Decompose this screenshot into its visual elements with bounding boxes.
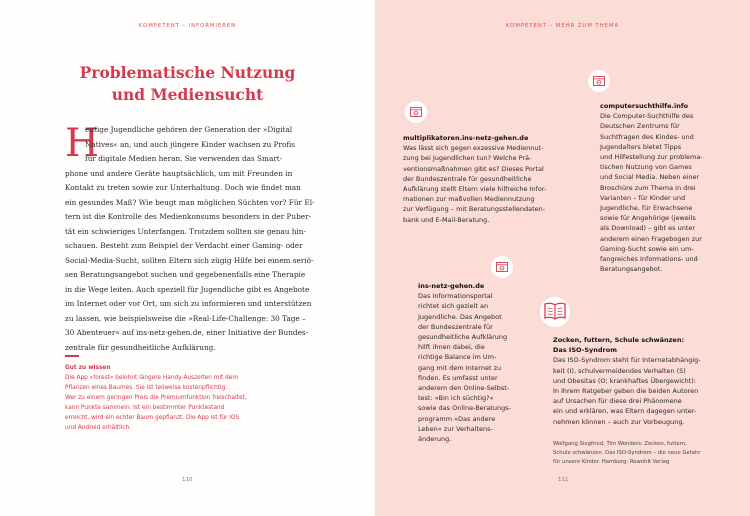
tip-line: kann Punkte sammeln. Ist ein bestimmter Punktestand [65,405,225,411]
entry-line: Die Computer-Suchthilfe des [600,112,694,121]
entry-line: tischen Nutzung von Games [600,163,692,172]
body-line: schauen. Besteht zum Beispiel der Verdacht einer Gaming- oder [65,241,303,250]
entry-line: der Bundeszentrale für [418,322,493,331]
book-title: Zocken, futtern, Schule schwänzen: [553,336,685,344]
browser-icon [405,101,427,123]
entry-line: zur Verfügung – mit Beratungsstellendaten- [403,205,546,214]
entry-line: und Obesitas (O; krankhaftes Übergewicht): [553,376,696,385]
body-line: 30 Abenteuer« auf ins-netz-gehen.de, einer Initiative der Bundes- [65,328,309,337]
accent-rule [65,355,79,357]
entry-line: sowie für Angehörige (jeweils [600,214,696,223]
body-line: zentrale für gesundheitliche Aufklärung. [65,342,216,352]
entry-line: test: »Bin ich süchtig?« [418,394,494,403]
entry-line: anderem den Online-Selbst- [418,384,510,393]
body-line: Social-Media-Sucht, sollten Eltern sich zügig Hilfe bei einem seriö- [65,255,314,265]
entry-line: und Social Media. Neben einer [600,173,700,182]
entry-line: finden. Es umfasst unter [418,373,498,382]
body-line: im Internet oder vor Ort, um sich zu informieren und unterstützen [65,299,312,308]
entry-line: sowie das Online-Beratungs- [418,404,511,413]
reference-line: Schule schwänzen. Das ISO-Syndrom – die neue Gefahr [553,449,701,456]
entry-line: Aufklärung stellt Eltern viele hilfreiche Infor- [403,185,547,194]
page-number-left: 110 [182,477,193,483]
tip-box [65,363,305,433]
entry-line: Was lässt sich gegen exzessive Mediennut- [403,144,544,153]
entry-line: der Bundeszentrale für gesundheitliche [403,174,532,183]
entry-line: keit (I), schulvermeidendes Verhalten (S) [553,366,686,375]
entry-line: Jugendliche. Das Angebot [418,312,502,321]
entry-line: programm »Das andere [418,414,496,423]
tip-line: erreicht, wird ein echter Baum gepflanzt. Die App ist für iOS [65,415,240,421]
body-line: tern ist die Kontrolle des Medienkonsums besonders in der Puber- [65,212,312,221]
entry-line: Beratungsangebot. [600,265,663,274]
entry-line: Jugendalters bietet Tipps [600,142,682,151]
drop-cap: H [65,121,100,166]
body-line: eutige Jugendliche gehören der Generation der »Digital [85,125,293,134]
tip-line: Die App »forest« belohnt längere Handy-Auszeiten mit dem [65,375,238,381]
entry-line: änderung. [418,435,452,444]
entry-line: In ihrem Ratgeber geben die beiden Autoren [553,387,699,396]
entry-computersuchthilfe [600,101,703,274]
entry-line: Jugendliche, für Erwachsene [600,204,693,213]
title-line-2: und Mediensucht [111,85,264,104]
browser-icon [588,70,610,92]
entry-heading: computersuchthilfe.info [600,102,689,110]
reference-line: Wolfgang Siegfried, Tim Wonders: Zocken, futtern, [553,441,687,447]
running-head-left: KOMPETENT – INFORMIEREN [138,23,237,29]
entry-ins-netz-gehen [418,281,511,444]
book-subtitle: Das ISO-Syndrom [553,346,618,355]
entry-line: mationen zur maßvollen Mediennutzung [403,195,535,204]
entry-heading: ins-netz-gehen.de [418,282,485,290]
body-line: phone und andere Geräte hauptsächlich, um mit Freunden in [65,168,293,178]
chapter-title [60,62,315,106]
entry-book [553,335,701,427]
book-reference [553,440,700,466]
body-line: tät ein schwieriges Unterfangen. Trotzdem sollten sie genau hin- [65,226,306,236]
body-line: zu lassen, wie beispielsweise die »Real-Life-Challenge: 30 Tage – [65,313,306,323]
entry-line: Leben« zur Verhaltens- [418,424,493,433]
entry-line: auf Ursachen für diese drei Phänomene [553,397,682,406]
entry-line: und Hilfestellung zur problema- [600,153,703,162]
title-line-1: Problematische Nutzung [79,63,296,82]
entry-line: hilft ihnen dabei, die [418,343,485,352]
entry-line: anderem einen Fragebogen zur [600,234,702,243]
tip-title: Gut zu wissen [65,365,111,371]
body-line: Kontakt zu treten sowie zur Unterhaltung. Doch wie findet man [65,183,301,192]
entry-line: bank und E-Mail-Beratung. [403,215,490,224]
body-line: in die Wege leiten. Auch speziell für Jugendliche gibt es Angebote [65,284,310,294]
entry-line: Das Informationsportal [418,292,493,301]
body-line: Natives« an, und auch jüngere Kinder wachsen zu Profis [85,139,295,149]
entry-line: Varianten – für Kinder und [600,193,686,202]
entry-line: fangreiches Informations- und [600,255,698,264]
entry-line: richtige Balance im Um- [418,353,497,362]
entry-line: ventionsmaßnahmen gibt es? Dieses Portal [403,164,544,173]
body-line: für digitale Medien heran. Sie verwenden das Smart- [85,154,283,163]
running-head-right: KOMPETENT – MEHR ZUM THEMA [505,23,619,29]
entry-line: Deutschen Zentrums für [600,122,680,131]
open-book-icon [540,297,570,327]
entry-line: Das ISO-Syndrom steht für Internetabhängig- [553,356,701,365]
entry-line: Broschüre zum Thema in drei [600,183,696,192]
entry-line: Suchtfragen des Kindes- und [600,132,694,141]
body-line: ein gesundes Maß? Wie beugt man möglichen Süchten vor? Für El- [65,197,315,207]
entry-line: nehmen können – auch zur Vorbeugung. [553,417,685,426]
tip-line: und Android erhältlich. [65,425,132,431]
entry-line: richtet sich gezielt an [418,302,489,311]
entry-line: gang mit dem Internet zu [418,363,502,372]
tip-line: Pflanzen eines Baumes. Sie ist teilweise kostenpflichtig. [65,385,228,391]
entry-line: als Download) – gibt es unter [600,224,696,233]
browser-icon [491,256,513,278]
entry-line: ein und erklären, was Eltern dagegen unter- [553,407,697,416]
body-line: sen Beratungsangebot suchen und gegebenenfalls eine Therapie [65,270,306,279]
tip-line: Wer zu einem geringen Preis die Premiumfunktion freischaltet, [65,395,247,401]
entry-line: gesundheitliche Aufklärung [418,333,508,342]
entry-heading: multiplikatoren.ins-netz-gehen.de [403,134,529,142]
page-number-right: 111 [558,477,569,483]
entry-line: zung bei Jugendlichen tun? Welche Prä- [403,154,532,163]
entry-multiplikatoren [403,133,546,225]
reference-line: für unsere Kinder. Hamburg: Rowohlt Verlag [553,458,670,465]
entry-line: Gaming-Sucht sowie ein um- [600,244,694,253]
body-text [65,123,330,355]
